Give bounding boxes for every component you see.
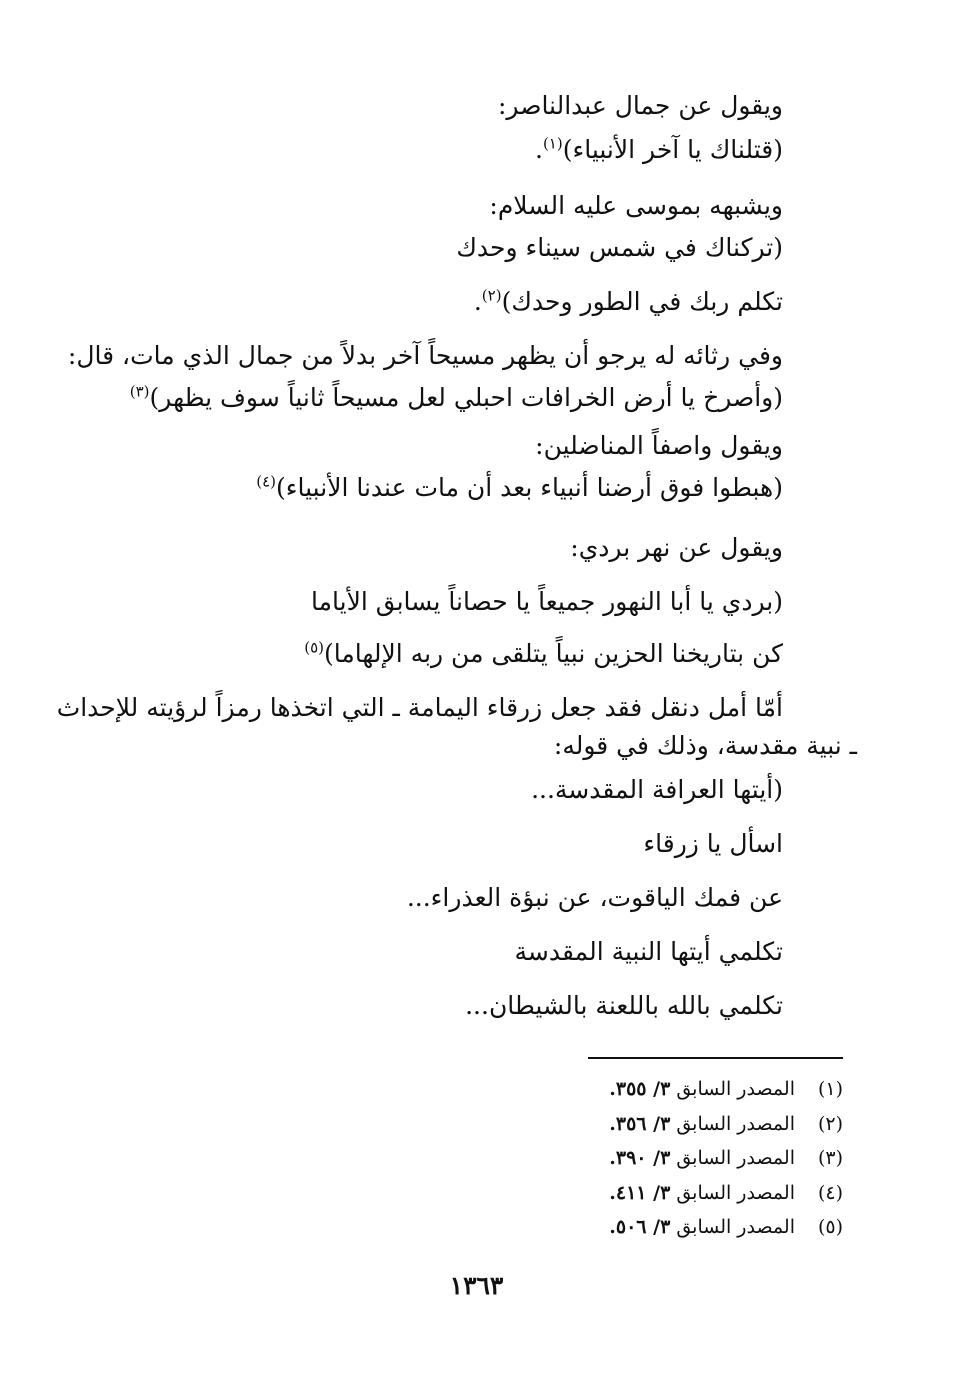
text-line: أمّا أمل دنقل فقد جعل زرقاء اليمامة ـ التي اتخذها رمزاً لرؤيته للإحداث (56, 693, 783, 722)
text-line: ويقول واصفاً المناضلين: (535, 431, 783, 460)
quote-line: تكلمي أيتها النبية المقدسة (514, 937, 783, 966)
text-line: ـ نبية مقدسة، وذلك في قوله: (553, 731, 857, 760)
text-line: ويقول عن جمال عبدالناصر: (498, 91, 783, 120)
quote-line: كن بتاريخنا الحزين نبياً يتلقى من ربه الإلهاما)$^{(٥)}$ (304, 638, 783, 668)
quote-line: (هبطوا فوق أرضنا أنبياء بعد أن مات عندنا الأنبياء)$^{(٤)}$ (256, 472, 783, 502)
quote-line: (تركناك في شمس سيناء وحدك (456, 233, 783, 262)
footnote-marker: (٣) (129, 382, 150, 401)
text-line: ويشبهه بموسى عليه السلام: (489, 191, 783, 220)
quote-line: (قتلناك يا آخر الأنبياء)$^{(١)}$. (534, 134, 783, 164)
footnote-marker: (٢) (481, 286, 502, 305)
footnote-item: (٣)المصدر السابق ٣/ ٣٩٠. (609, 1147, 843, 1169)
footnote-marker: (١) (542, 134, 563, 153)
page-number: ١٣٦٣ (449, 1271, 504, 1300)
quote-line: (بردي يا أبا النهور جميعاً يا حصاناً يسابق الأياما (311, 587, 783, 616)
footnote-marker: (٤) (256, 472, 277, 491)
quote-line: اسأل يا زرقاء (643, 829, 783, 858)
footnote-marker: (٥) (304, 638, 324, 657)
footnote-divider (588, 1057, 843, 1059)
text-line: وفي رثائه له يرجو أن يظهر مسيحاً آخر بدلاً من جمال الذي مات، قال: (67, 341, 783, 370)
quote-line: تكلم ربك في الطور وحدك)$^{(٢)}$. (473, 286, 783, 316)
quote-line: تكلمي بالله باللعنة بالشيطان... (465, 991, 783, 1020)
quote-line: (وأصرخ يا أرض الخرافات احبلي لعل مسيحاً ثانياً سوف يظهر)$^{(٣)}$ (129, 382, 783, 412)
text-line: ويقول عن نهر بردي: (570, 533, 783, 562)
footnote-item: (٢)المصدر السابق ٣/ ٣٥٦. (609, 1112, 843, 1135)
footnote-item: (٤)المصدر السابق ٣/ ٤١١. (609, 1181, 843, 1204)
footnotes (609, 1072, 843, 1245)
quote-line: (أيتها العرافة المقدسة... (531, 775, 783, 804)
footnote-item: (١)المصدر السابق ٣/ ٣٥٥. (609, 1078, 843, 1100)
footnote-item: (٥)المصدر السابق ٣/ ٥٠٦. (609, 1216, 843, 1238)
quote-line: عن فمك الياقوت، عن نبؤة العذراء... (406, 883, 783, 912)
